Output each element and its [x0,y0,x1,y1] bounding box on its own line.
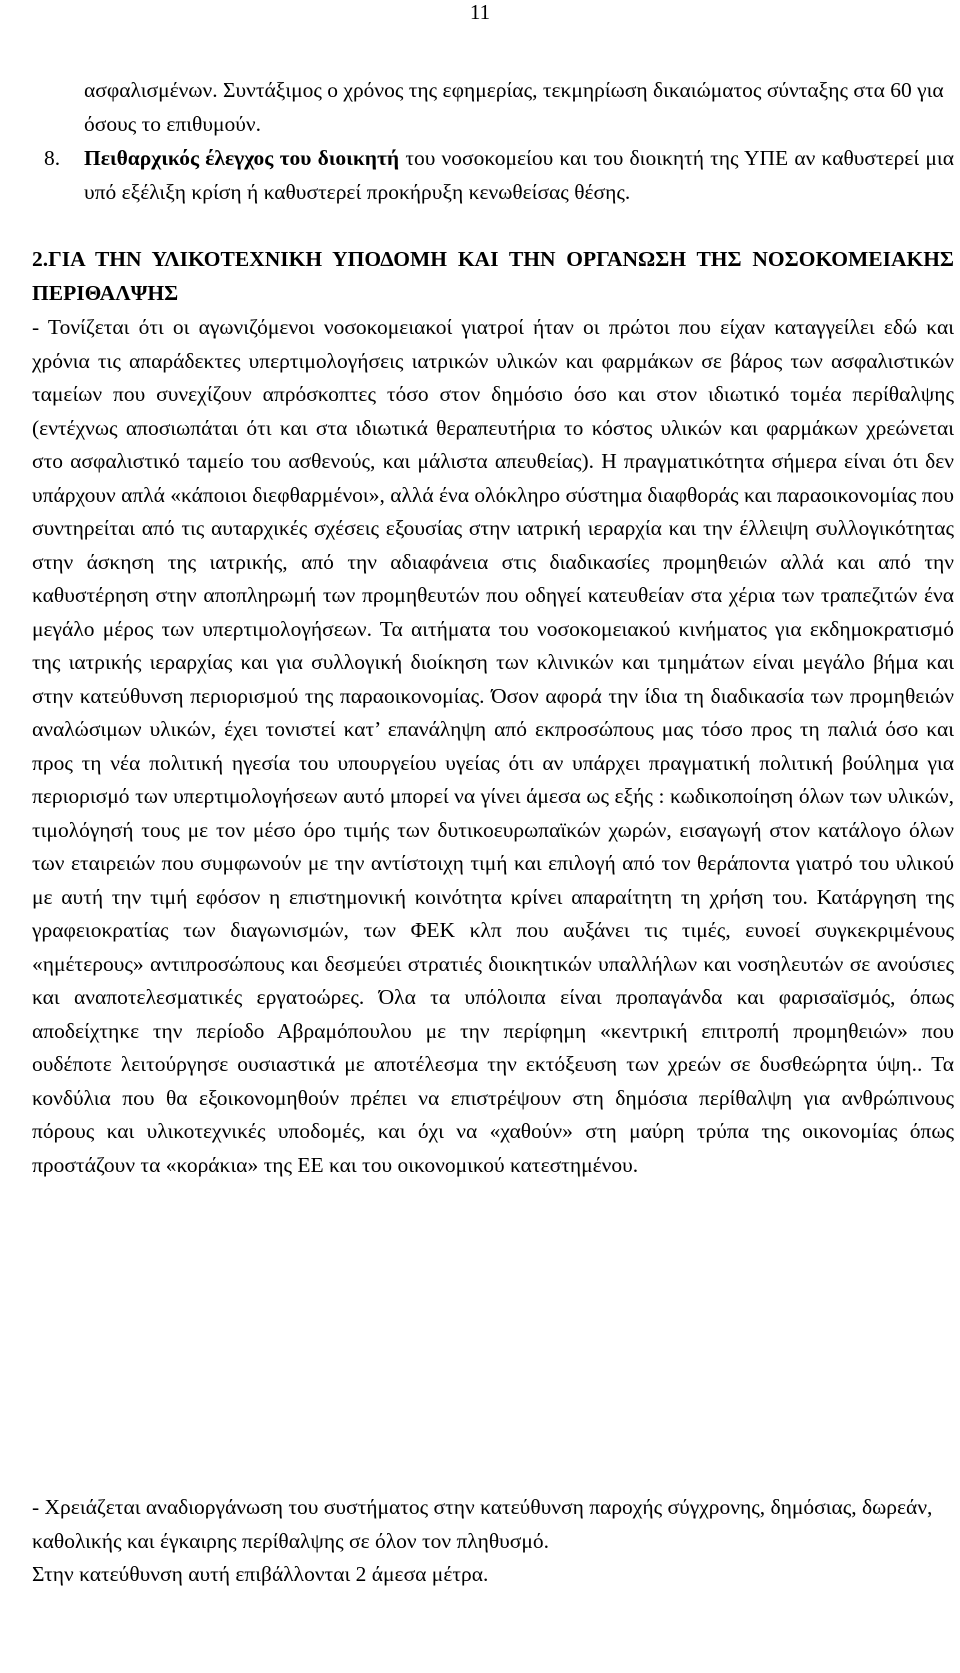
list-item-text: του νοσοκομείου και του διοικητή της ΥΠΕ αν καθυστερεί μια υπό εξέλιξη κρίση ή καθυστερεί προκήρυξη κενωθείσας θέσης. [84,146,954,204]
list-item-bold-lead: Πειθαρχικός έλεγχος του διοικητή [84,146,400,170]
paragraph-measures: Στην κατεύθυνση αυτή επιβάλλονται 2 άμεσα μέτρα. [32,1562,489,1586]
paragraph-reorganization: - Χρειάζεται αναδιοργάνωση του συστήματος στην κατεύθυνση παροχής σύγχρονης, δημόσιας, δωρεάν, καθολικής και έγκαιρης περίθαλψης σε όλον τον πληθυσμό. [32,1495,933,1553]
paragraph-main: - Τονίζεται ότι οι αγωνιζόμενοι νοσοκομειακοί γιατροί ήταν οι πρώτοι που είχαν καταγγείλει εδώ και χρόνια τις απαράδεκτες υπερτιμολογήσεις ιατρικών υλικών και φαρμάκων σε βάρος των ασφαλιστικών ταμείων που συνεχίζουν απρόσκοπτες τόσο στον δημόσιο όσο και στον ιδιωτικό τομέα περίθαλψης (εντέχνως αποσιωπάται ότι και στα ιδιωτικά θεραπευτήρια το κόστος υλικών και φαρμάκων χρεώνεται στο ασφαλιστικό ταμείο του ασθενούς, και μάλιστα απευθείας). Η πραγματικότητα σήμερα είναι ότι δεν υπάρχουν απλά «κάποιοι διεφθαρμένοι», αλλά ένα ολόκληρο σύστημα διαφθοράς και παραοικονομίας που συντηρείται από τις αυταρχικές σχέσεις εξουσίας στην ιατρική ιεραρχία και την έλλειψη συλλογικότητας στην άσκηση της ιατρικής, από την αδιαφάνεια στις διαδικασίες προμηθειών αλλά και από την καθυστέρηση στην αποπληρωμή των προμηθευτών που οδηγεί κατευθείαν στα χέρια των τραπεζιτών ένα μεγάλο μέρος των υπερτιμολογήσεων. Τα αιτήματα του νοσοκομειακού κινήματος για εκδημοκρατισμό της ιατρικής ιεραρχίας και για συλλογική διοίκηση των κλινικών και τμημάτων είναι μεγάλο βήμα και στην κατεύθυνση περιορισμού της παραοικονομίας. Όσον αφορά την ίδια τη διαδικασία των προμηθειών αναλώσιμων υλικών, έχει τονιστεί κατ’ επανάληψη από εκπροσώπους μας τόσο προς τη παλιά όσο και προς τη νέα πολιτική ηγεσία του υπουργείου υγείας ότι αν υπάρχει πραγματική πολιτική βούλημα για περιορισμό των υπερτιμολογήσεων αυτό μπορεί να γίνει άμεσα ως εξής : κωδικοποίηση όλων των υλικών, τιμολόγησή τους με τον μέσο όρο τιμής των δυτικοευρωπαϊκών χωρών, εισαγωγή στον κατάλογο όλων των εταιρειών που συμφωνούν με την αντίστοιχη τιμή και επιλογή από τον θεράποντα γιατρό του υλικού με αυτή την τιμή εφόσον η επιστημονική κοινότητα κρίνει απαραίτητη τη χρήση του. Κατάργηση της γραφειοκρατίας των διαγωνισμών, των ΦΕΚ κλπ που αυξάνει τις τιμές, ευνοεί συγκεκριμένους «ημέτερους» αντιπροσώπους και δεσμεύει στρατιές διοικητικών υπαλλήλων και νοσηλευτών σε ανούσιες και αναποτελεσματικές εργατοώρες. Όλα τα υπόλοιπα είναι προπαγάνδα και φαρισαϊσμός, όπως αποδείχτηκε την περίοδο Αβραμόπουλου με την περίφημη «κεντρική επιτροπή προμηθειών» που ουδέποτε λειτούργησε ουσιαστικά με αποτέλεσμα την εκτόξευση των χρεών σε δυσθεώρητα ύψη.. Τα κονδύλια που θα εξοικονομηθούν πρέπει να επιστρέψουν στη δημόσια περίθαλψη για ανθρώπινους πόρους και υλικοτεχνικές υποδομές, και όχι να «χαθούν» στη μαύρη τρύπα της οικονομίας όπως προστάζουν τα «κοράκια» της ΕΕ και του οικονομικού κατεστημένου. [32,315,954,1177]
continuation-text: ασφαλισμένων. Συντάξιμος ο χρόνος της εφημερίας, τεκμηρίωση δικαιώματος σύνταξης στα 60 για όσους το επιθυμούν. [84,78,944,136]
section-heading: 2.ΓΙΑ ΤΗΝ ΥΛΙΚΟΤΕΧΝΙΚΗ ΥΠΟΔΟΜΗ ΚΑΙ ΤΗΝ ΟΡΓΑΝΩΣΗ ΤΗΣ ΝΟΣΟΚΟΜΕΙΑΚΗΣ ΠΕΡΙΘΑΛΨΗΣ [32,247,954,305]
list-item-body [84,142,954,209]
list-item-8 [32,142,954,209]
page-number: 11 [469,0,491,24]
list-item-number: 8. [44,146,61,170]
